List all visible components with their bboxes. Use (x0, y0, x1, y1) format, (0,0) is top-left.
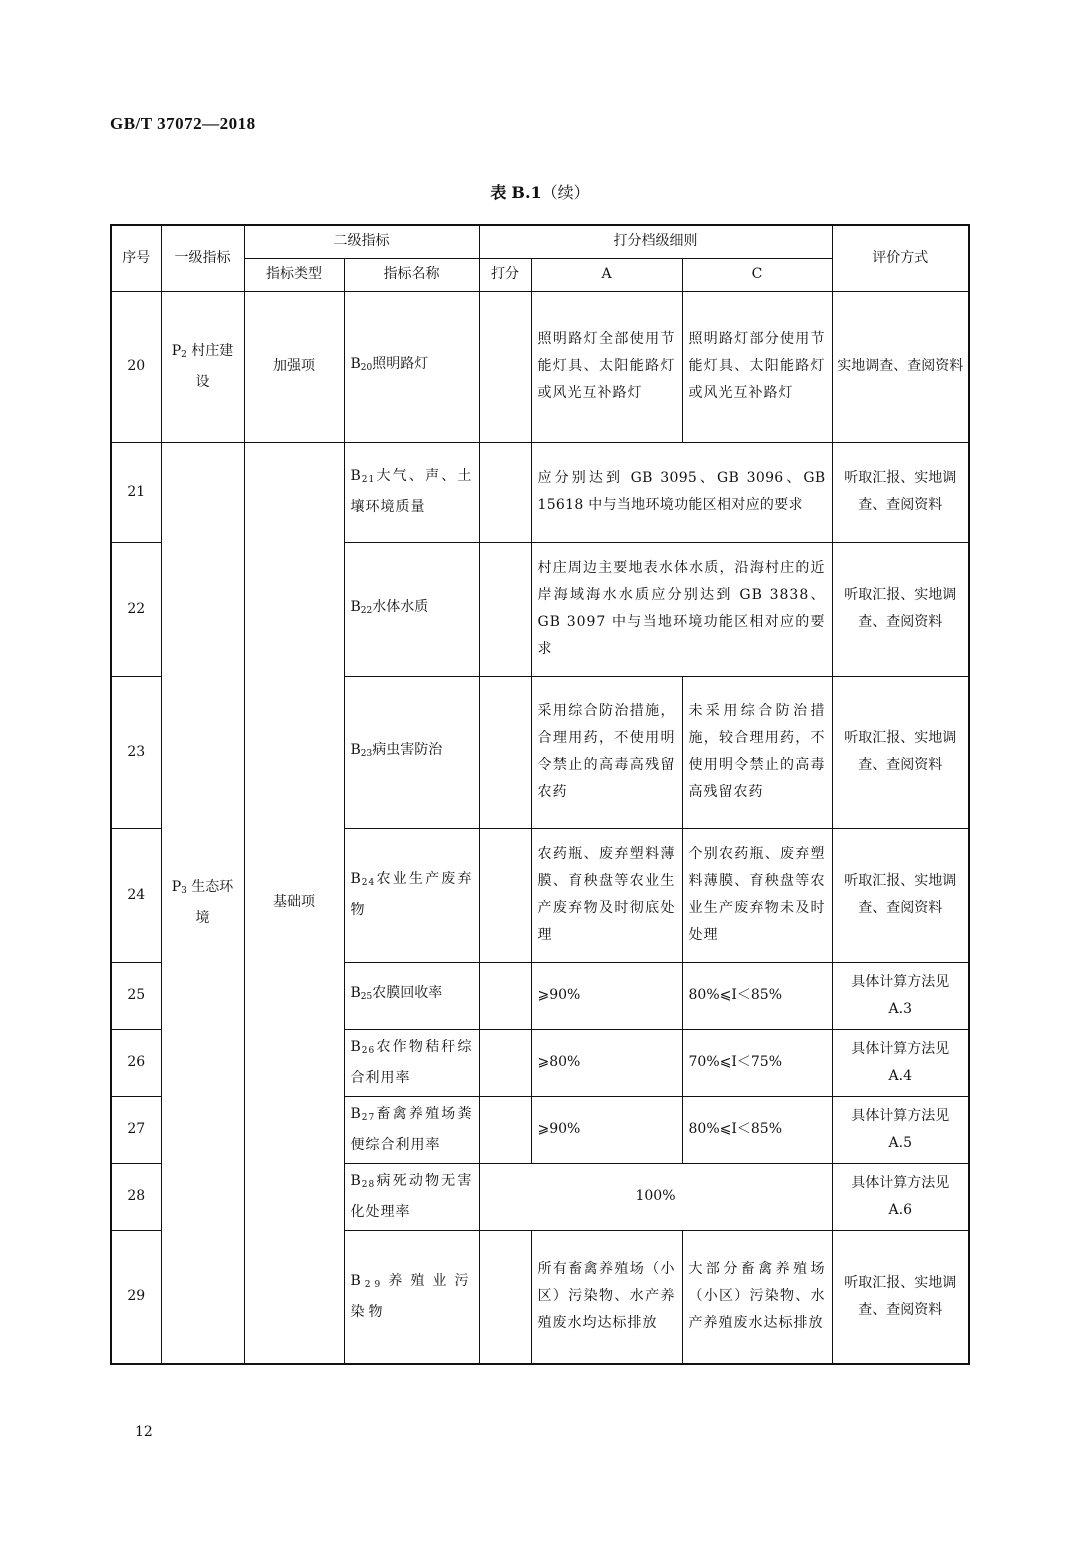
indicator-name: $B_{21}$大气、声、土壤环境质量 (344, 442, 479, 542)
score-cell (479, 1230, 531, 1364)
score-cell (479, 291, 531, 442)
row-number: 25 (111, 962, 161, 1029)
type-cell: 基础项 (244, 442, 344, 1364)
grade-ac-cell: 应分别达到 GB 3095、GB 3096、GB 15618 中与当地环境功能区相对应的要求 (531, 442, 832, 542)
table-title (0, 180, 1080, 203)
level1-cell (161, 291, 244, 442)
col-scoring: 打分档级细则 (479, 225, 832, 258)
method-cell: 听取汇报、实地调查、查阅资料 (832, 676, 969, 828)
col-level2-type: 指标类型 (244, 258, 344, 291)
level1-code: P (171, 342, 182, 359)
row-number: 29 (111, 1230, 161, 1364)
row-number: 28 (111, 1163, 161, 1230)
col-grade-a: A (531, 258, 682, 291)
grade-c-cell: 80%⩽I＜85% (682, 962, 832, 1029)
table-title-prefix: 表 (490, 183, 507, 202)
grade-a-cell: 照明路灯全部使用节能灯具、太阳能路灯或风光互补路灯 (531, 291, 682, 442)
method-cell: 听取汇报、实地调查、查阅资料 (832, 828, 969, 962)
row-number: 22 (111, 542, 161, 676)
row-number: 27 (111, 1096, 161, 1163)
type-cell: 加强项 (244, 291, 344, 442)
method-cell: 听取汇报、实地调查、查阅资料 (832, 1230, 969, 1364)
indicator-name: $B_{26}$农作物秸秆综合利用率 (344, 1029, 479, 1096)
col-level1: 一级指标 (161, 225, 244, 291)
page-number: 12 (135, 1424, 153, 1440)
indicator-name: $B_{25}$农膜回收率 (344, 962, 479, 1029)
level1-code-sub: 3 (181, 885, 187, 896)
level1-cell (161, 442, 244, 1364)
level1-label: 村庄建设 (186, 342, 234, 390)
grade-a-cell: ⩾90% (531, 962, 682, 1029)
table-row (111, 291, 969, 442)
grade-a-cell: 采用综合防治措施，合理用药，不使用明令禁止的高毒高残留农药 (531, 676, 682, 828)
score-cell (479, 1029, 531, 1096)
grade-a-cell: ⩾90% (531, 1096, 682, 1163)
grade-c-cell: 未采用综合防治措施，较合理用药，不使用明令禁止的高毒高残留农药 (682, 676, 832, 828)
grade-c-cell: 大部分畜禽养殖场（小区）污染物、水产养殖废水达标排放 (682, 1230, 832, 1364)
table-row (111, 442, 969, 542)
score-cell (479, 828, 531, 962)
level1-code: P (171, 878, 182, 895)
standard-code: GB/T 37072—2018 (110, 114, 256, 133)
col-level2: 二级指标 (244, 225, 479, 258)
col-seq: 序号 (111, 225, 161, 291)
score-cell (479, 962, 531, 1029)
grade-merged-cell: 100% (479, 1163, 832, 1230)
table-title-id: B.1 (511, 183, 542, 202)
col-grade-c: C (682, 258, 832, 291)
method-cell: 听取汇报、实地调查、查阅资料 (832, 542, 969, 676)
level1-label: 生态环境 (186, 878, 234, 926)
col-method: 评价方式 (832, 225, 969, 291)
method-cell: 具体计算方法见 A.6 (832, 1163, 969, 1230)
row-number: 21 (111, 442, 161, 542)
row-number: 26 (111, 1029, 161, 1096)
indicator-name: $B_{28}$病死动物无害化处理率 (344, 1163, 479, 1230)
score-cell (479, 442, 531, 542)
grade-c-cell: 80%⩽I＜85% (682, 1096, 832, 1163)
level1-code-sub: 2 (181, 349, 187, 360)
indicator-name: $B_{23}$病虫害防治 (344, 676, 479, 828)
grade-c-cell: 照明路灯部分使用节能灯具、太阳能路灯或风光互补路灯 (682, 291, 832, 442)
grade-a-cell: 农药瓶、废弃塑料薄膜、育秧盘等农业生产废弃物及时彻底处理 (531, 828, 682, 962)
method-cell: 具体计算方法见 A.5 (832, 1096, 969, 1163)
grade-c-cell: 个别农药瓶、废弃塑料薄膜、育秧盘等农业生产废弃物未及时处理 (682, 828, 832, 962)
row-number: 23 (111, 676, 161, 828)
table-title-suffix: （续） (541, 183, 590, 202)
header-row-1 (111, 225, 969, 258)
method-cell: 具体计算方法见 A.3 (832, 962, 969, 1029)
method-cell: 实地调查、查阅资料 (832, 291, 969, 442)
indicator-name: $B_{24}$农业生产废弃物 (344, 828, 479, 962)
method-cell: 具体计算方法见 A.4 (832, 1029, 969, 1096)
score-cell (479, 676, 531, 828)
score-cell (479, 542, 531, 676)
grade-a-cell: 所有畜禽养殖场（小区）污染物、水产养殖废水均达标排放 (531, 1230, 682, 1364)
indicator-name: $B_{27}$畜禽养殖场粪便综合利用率 (344, 1096, 479, 1163)
col-level2-name: 指标名称 (344, 258, 479, 291)
indicator-name: $B_{22}$水体水质 (344, 542, 479, 676)
row-number: 20 (111, 291, 161, 442)
evaluation-table (110, 224, 970, 1365)
row-number: 24 (111, 828, 161, 962)
grade-a-cell: ⩾80% (531, 1029, 682, 1096)
col-score: 打分 (479, 258, 531, 291)
score-cell (479, 1096, 531, 1163)
method-cell: 听取汇报、实地调查、查阅资料 (832, 442, 969, 542)
indicator-name: $B_{29}$养殖业污染物 (344, 1230, 479, 1364)
grade-ac-cell: 村庄周边主要地表水体水质，沿海村庄的近岸海域海水水质应分别达到 GB 3838、GB 3097 中与当地环境功能区相对应的要求 (531, 542, 832, 676)
indicator-name: $B_{20}$照明路灯 (344, 291, 479, 442)
grade-c-cell: 70%⩽I＜75% (682, 1029, 832, 1096)
